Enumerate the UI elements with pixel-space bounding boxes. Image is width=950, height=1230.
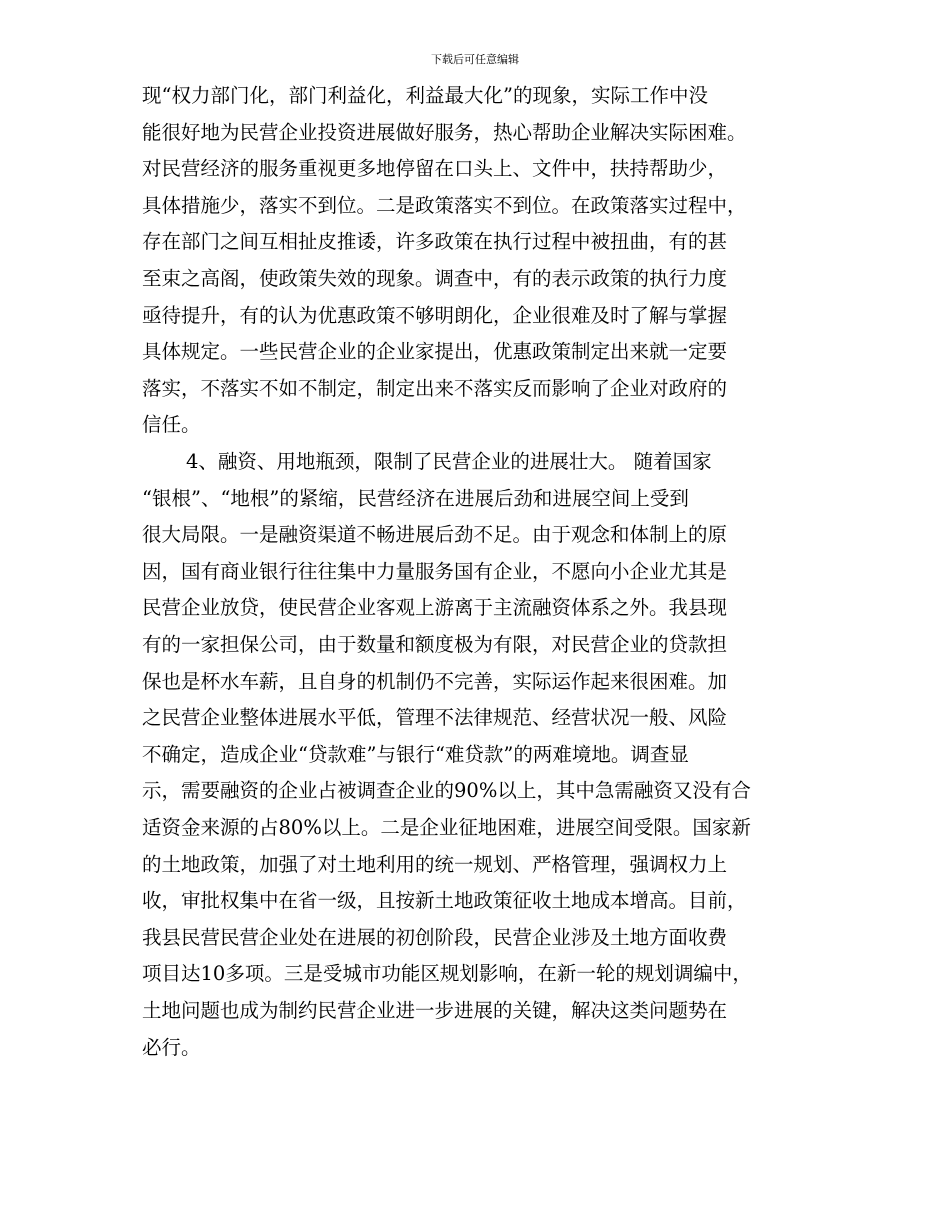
text-line: 因，国有商业银行往往集中力量服务国有企业，不愿向小企业尤其是 [142,560,728,583]
text-line: 落实，不落实不如不制定，制定出来不落实反而影响了企业对政府的 [142,377,728,400]
text-line: 之民营企业整体进展水平低，管理不法律规范、经营状况一般、风险 [142,706,728,729]
paragraph-heading-line: 4、融资、用地瓶颈，限制了民营企业的进展壮大。 随着国家 [186,450,712,473]
text-line: 收，审批权集中在省一级，且按新土地政策征收土地成本增高。目前， [142,889,747,912]
text-line: 具体规定。一些民营企业的企业家提出，优惠政策制定出来就一定要 [142,340,728,363]
text-line: 保也是杯水车薪，且自身的机制仍不完善，实际运作起来很困难。加 [142,670,728,693]
text-line: 至束之高阁，使政策失效的现象。调查中，有的表示政策的执行力度 [142,267,728,290]
text-line: 我县民营民营企业处在进展的初创阶段，民营企业涉及土地方面收费 [142,926,728,949]
text-line: 信任。 [142,413,201,436]
text-line: 的土地政策，加强了对土地利用的统一规划、严格管理，强调权力上 [142,853,728,876]
text-line: 具体措施少，落实不到位。二是政策落实不到位。在政策落实过程中， [142,194,747,217]
text-line: 土地问题也成为制约民营企业进一步进展的关键，解决这类问题势在 [142,999,728,1022]
text-line: 必行。 [142,1036,201,1059]
text-line: 现“权力部门化，部门利益化，利益最大化”的现象，实际工作中没 [142,84,708,107]
text-line: 不确定，造成企业“贷款难”与银行“难贷款”的两难境地。调查显 [142,743,689,766]
text-line: 民营企业放贷，使民营企业客观上游离于主流融资体系之外。我县现 [142,596,728,619]
text-line: 项目达10多项。三是受城市功能区规划影响，在新一轮的规划调编中， [142,962,752,985]
text-line: 对民营经济的服务重视更多地停留在口头上、文件中，扶持帮助少， [142,157,728,180]
text-line: 适资金来源的占80%以上。二是企业征地困难，进展空间受限。国家新 [142,816,751,839]
text-line: “银根”、“地根”的紧缩，民营经济在进展后劲和进展空间上受到 [142,487,689,510]
text-line: 很大局限。一是融资渠道不畅进展后劲不足。由于观念和体制上的原 [142,523,728,546]
text-line: 存在部门之间互相扯皮推诿，许多政策在执行过程中被扭曲，有的甚 [142,230,728,253]
text-line: 有的一家担保公司，由于数量和额度极为有限，对民营企业的贷款担 [142,633,728,656]
page-header: 下载后可任意编辑 [431,53,519,66]
text-line: 示，需要融资的企业占被调查企业的90%以上，其中急需融资又没有合 [142,779,751,802]
text-line: 能很好地为民营企业投资进展做好服务，热心帮助企业解决实际困难。 [142,121,747,144]
text-line: 亟待提升，有的认为优惠政策不够明朗化，企业很难及时了解与掌握 [142,304,728,327]
